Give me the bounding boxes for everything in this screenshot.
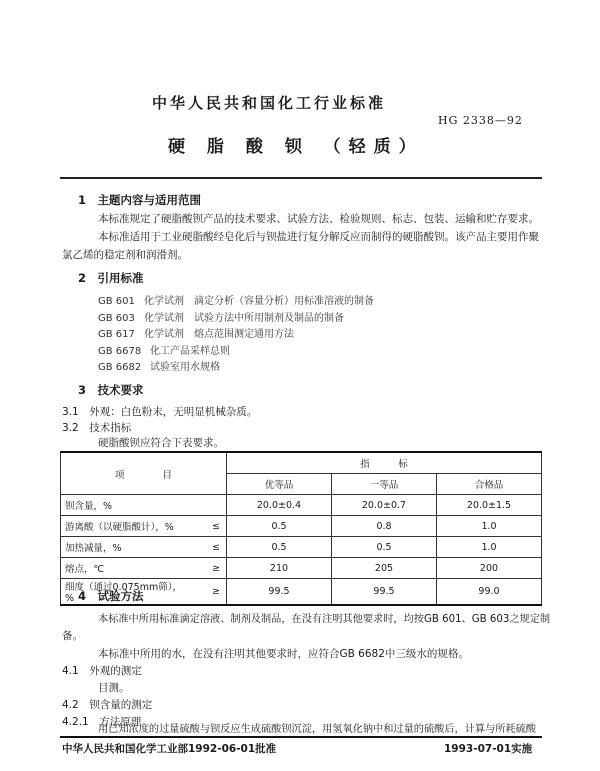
table-row: [61, 558, 542, 579]
section-4-paragraph-2: 本标准中所用的水，在没有注明其他要求时，应符合GB 6682中三级水的规格。: [98, 648, 469, 660]
clause-4-2-1: 4.2.1 方法原理: [62, 716, 142, 728]
section-1-paragraph-2-line-1: 本标准适用于工业硬脂酸经皂化后与钡盐进行复分解反应而制得的硬脂酸钡。该产品主要用作聚: [98, 231, 539, 243]
clause-4-2-1-text: 用已知浓度的过量硫酸与钡反应生成硫酸钡沉淀，用氢氧化钠中和过量的硫酸后，计算与所耗硫酸: [98, 724, 537, 735]
cell-value: 20.0±1.5: [437, 495, 542, 516]
section-3-heading: 3 技术要求: [78, 383, 144, 397]
cell-value: 0.8: [332, 516, 437, 537]
section-1-paragraph-2-line-2: 氯乙烯的稳定剂和润滑剂。: [62, 249, 188, 261]
reference-code: GB 6678: [98, 346, 142, 357]
column-header-index: 指 标: [227, 452, 542, 474]
cell-value: 205: [332, 558, 437, 579]
clause-4-2: 4.2 钡含量的测定: [62, 699, 153, 711]
cell-value: 0.5: [332, 537, 437, 558]
table-row: [61, 537, 542, 558]
cell-value: 20.0±0.7: [332, 495, 437, 516]
cell-value: 200: [437, 558, 542, 579]
grade-header-superior: 优等品: [227, 474, 332, 495]
section-4-paragraph-1-line-2: 备。: [62, 630, 83, 642]
row-label: 熔点，℃: [61, 558, 187, 579]
footer-divider: [60, 736, 542, 738]
grade-header-qualified: 合格品: [437, 474, 542, 495]
table-header-row: [61, 452, 542, 474]
row-operator: ≥: [186, 579, 227, 606]
reference-item: [98, 325, 294, 340]
standard-title: 中华人民共和国化工行业标准: [152, 94, 387, 112]
grade-header-first: 一等品: [332, 474, 437, 495]
header-divider: [60, 177, 542, 179]
clause-4-1-text: 目测。: [98, 682, 130, 694]
row-label: 细度（通过0.075mm筛），%: [61, 579, 187, 606]
reference-item: [98, 358, 220, 373]
row-operator: [186, 495, 227, 516]
section-4-paragraph-1-line-1: 本标准中所用标准滴定溶液、制剂及制品，在没有注明其他要求时，均按GB 601、GB 603之规定制: [98, 614, 551, 625]
spec-table: [60, 451, 542, 606]
reference-title: 化学试剂 滴定分析（容量分析）用标准溶液的制备: [144, 296, 374, 307]
table-row: [61, 516, 542, 537]
row-operator: ≤: [186, 516, 227, 537]
reference-item: [98, 309, 344, 324]
row-operator: ≤: [186, 537, 227, 558]
column-header-item: 项 目: [61, 452, 227, 495]
row-label: 游离酸（以硬脂酸计），%: [61, 516, 187, 537]
section-2-heading: 2 引用标准: [78, 271, 144, 285]
reference-code: GB 601: [98, 296, 135, 307]
clause-4-1: 4.1 外观的测定: [62, 665, 142, 677]
document-title: 硬 脂 酸 钡 （轻质）: [168, 137, 424, 157]
cell-value: 0.5: [227, 516, 332, 537]
cell-value: 1.0: [437, 516, 542, 537]
cell-value: 20.0±0.4: [227, 495, 332, 516]
cell-value: 1.0: [437, 537, 542, 558]
reference-title: 化学试剂 试验方法中所用制剂及制品的制备: [144, 313, 344, 324]
table-intro-note: 硬脂酸钡应符合下表要求。: [98, 437, 224, 449]
reference-title: 化学试剂 熔点范围测定通用方法: [144, 329, 294, 340]
clause-3-1: 3.1 外观：白色粉末，无明显机械杂质。: [62, 406, 258, 418]
section-4-heading: 4 试验方法: [78, 589, 144, 603]
cell-value: 210: [227, 558, 332, 579]
reference-title: 化工产品采样总则: [150, 346, 230, 357]
clause-3-2: 3.2 技术指标: [62, 422, 132, 434]
reference-code: GB 617: [98, 329, 135, 340]
standard-code: HG 2338—92: [438, 114, 523, 127]
reference-title: 试验室用水规格: [150, 362, 220, 373]
reference-item: [98, 342, 230, 357]
cell-value: 99.5: [332, 579, 437, 606]
row-operator: ≥: [186, 558, 227, 579]
effective-date: 1993-07-01实施: [444, 743, 533, 755]
row-label: 钡含量，%: [61, 495, 187, 516]
reference-code: GB 6682: [98, 362, 142, 373]
table-row: [61, 495, 542, 516]
cell-value: 99.5: [227, 579, 332, 606]
reference-code: GB 603: [98, 313, 135, 324]
section-1-paragraph-1: 本标准规定了硬脂酸钡产品的技术要求、试验方法、检验规则、标志、包装、运输和贮存要求。: [98, 213, 539, 225]
row-label: 加热减量，%: [61, 537, 187, 558]
section-1-heading: 1 主题内容与适用范围: [78, 193, 202, 207]
cell-value: 0.5: [227, 537, 332, 558]
approval-date: 中华人民共和国化学工业部1992-06-01批准: [62, 743, 277, 755]
cell-value: 99.0: [437, 579, 542, 606]
reference-item: [98, 292, 374, 307]
